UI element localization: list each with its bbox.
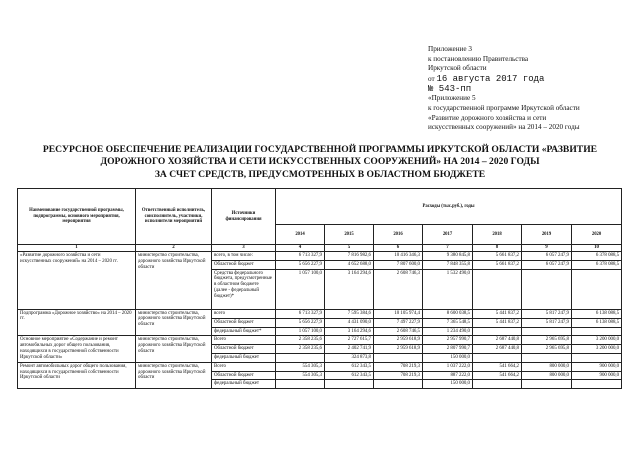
- appendix-line: к государственной программе Иркутской области: [428, 103, 580, 112]
- column-number: 10: [572, 245, 622, 252]
- row-value: 6 057 247,9: [522, 252, 572, 261]
- row-executor: министерство строительства, дорожного хозяйства Иркутской области: [136, 362, 212, 388]
- row-value: 324 873,8: [325, 353, 374, 362]
- row-source: всего: [212, 309, 276, 318]
- appendix-line: Иркутской области: [428, 64, 487, 73]
- row-value: 7 497 227,9: [374, 318, 423, 327]
- header-year: 2015: [325, 225, 374, 245]
- row-source: Областной бюджет: [212, 318, 276, 327]
- row-value: 5 656 227,9: [276, 260, 325, 269]
- appendix-line: Приложение 3: [428, 45, 472, 53]
- row-value: 887 222,0: [423, 371, 473, 380]
- row-value: 150 000,0: [423, 380, 473, 389]
- row-value: 2 687 440,8: [473, 336, 522, 345]
- row-value: 9 380 845,8: [423, 252, 473, 261]
- column-number: 3: [212, 245, 276, 252]
- header-year: 2014: [276, 225, 325, 245]
- column-number: 6: [374, 245, 423, 252]
- row-value: [572, 269, 622, 309]
- row-value: 10 105 974,4: [374, 309, 423, 318]
- header-year: 2019: [522, 225, 572, 245]
- row-value: 4 431 090,0: [325, 318, 374, 327]
- header-year: 2018: [473, 225, 522, 245]
- appendix-date: [428, 74, 580, 85]
- appendix-block: [428, 45, 580, 133]
- title-line: ДОРОЖНОГО ХОЗЯЙСТВА И СЕТИ ИСКУССТВЕННЫХ СООРУЖЕНИЙ» НА 2014 – 2020 ГОДЫ: [100, 156, 540, 168]
- document-title: [40, 144, 600, 181]
- row-value: 6 057 247,9: [522, 260, 572, 269]
- header-name: Наименование государственной программы, подпрограммы, основного мероприятия, мероприятия: [18, 189, 136, 245]
- row-value: [572, 380, 622, 389]
- header-year: 2017: [423, 225, 473, 245]
- row-value: 2 807 990,7: [423, 345, 473, 354]
- row-source: Областной бюджет: [212, 345, 276, 354]
- row-value: 708 219,3: [374, 371, 423, 380]
- row-source: Средства федерального бюджета, предусмотренные в областном бюджете (далее - федеральный бюджет)*: [212, 269, 276, 309]
- row-value: 2 959 618,9: [374, 336, 423, 345]
- header-executor: Ответственный исполнитель, соисполнитель, участники, исполнители мероприятий: [136, 189, 212, 245]
- row-value: 1 532 490,0: [423, 269, 473, 309]
- title-line: ЗА СЧЕТ СРЕДСТВ, ПРЕДУСМОТРЕННЫХ В ОБЛАСТНОМ БЮДЖЕТЕ: [154, 168, 486, 180]
- title-line: РЕСУРСНОЕ ОБЕСПЕЧЕНИЕ РЕАЛИЗАЦИИ ГОСУДАРСТВЕННОЙ ПРОГРАММЫ ИРКУТСКОЙ ОБЛАСТИ «РАЗВИТИЕ: [42, 144, 598, 155]
- row-name: Подпрограмма «Дорожное хозяйство» на 2014 – 2020 гг.: [18, 309, 136, 336]
- row-value: [572, 327, 622, 336]
- row-executor: министерство строительства, дорожного хозяйства Иркутской области: [136, 252, 212, 310]
- row-value: 708 219,3: [374, 362, 423, 371]
- column-number: 4: [276, 245, 325, 252]
- row-value: 8 600 038,5: [423, 309, 473, 318]
- header-expenses: Расходы (тыс.руб.), годы: [276, 189, 622, 225]
- row-value: [522, 269, 572, 309]
- row-value: 5 441 837,2: [473, 309, 522, 318]
- row-value: 900 000,0: [572, 371, 622, 380]
- row-value: [473, 353, 522, 362]
- resource-table: [17, 188, 622, 389]
- row-value: 7 365 548,5: [423, 318, 473, 327]
- row-value: 1 234 490,0: [423, 327, 473, 336]
- row-value: 7 595 384,6: [325, 309, 374, 318]
- row-value: 2 959 618,9: [374, 345, 423, 354]
- row-value: [374, 353, 423, 362]
- row-value: 2 727 615,7: [325, 336, 374, 345]
- row-value: 2 358 235,6: [276, 345, 325, 354]
- column-number: 9: [522, 245, 572, 252]
- row-value: 541 664,2: [473, 362, 522, 371]
- row-value: 2 608 746,5: [374, 327, 423, 336]
- row-value: 612 343,5: [325, 362, 374, 371]
- row-value: 7 807 600,0: [374, 260, 423, 269]
- row-value: 1 037 222,0: [423, 362, 473, 371]
- column-number: 2: [136, 245, 212, 252]
- row-source: Всего: [212, 336, 276, 345]
- row-value: [473, 269, 522, 309]
- row-value: 6 138 088,5: [572, 318, 622, 327]
- row-source: всего, в том числе:: [212, 252, 276, 261]
- row-name: Ремонт автомобильных дорог общего пользования, находящихся в государственной собственности Иркутской области: [18, 362, 136, 388]
- row-source: Всего: [212, 362, 276, 371]
- appendix-date-prefix: от: [428, 74, 435, 83]
- column-number: 5: [325, 245, 374, 252]
- table-row: [18, 309, 622, 318]
- row-value: 2 358 235,6: [276, 336, 325, 345]
- row-value: 6 713 327,9: [276, 252, 325, 261]
- row-value: 3 164 294,6: [325, 327, 374, 336]
- row-value: [276, 353, 325, 362]
- table-row: [18, 252, 622, 261]
- row-value: 900 000,0: [572, 362, 622, 371]
- row-value: [473, 380, 522, 389]
- row-value: 6 378 088,5: [572, 260, 622, 269]
- row-value: 7 816 982,6: [325, 252, 374, 261]
- table-row: [18, 336, 622, 345]
- column-number-row: [18, 245, 622, 252]
- row-value: 1 057 100,0: [276, 327, 325, 336]
- row-value: 541 664,2: [473, 371, 522, 380]
- row-value: 5 661 837,2: [473, 260, 522, 269]
- row-value: [374, 380, 423, 389]
- row-source: федеральный бюджет*: [212, 327, 276, 336]
- header-source: Источники финансирования: [212, 189, 276, 245]
- row-value: [522, 327, 572, 336]
- appendix-number: № 543-пп: [428, 84, 472, 95]
- header-year: 2020: [572, 225, 622, 245]
- row-value: 800 000,0: [522, 362, 572, 371]
- row-value: 6 713 327,9: [276, 309, 325, 318]
- row-value: 800 000,0: [522, 371, 572, 380]
- row-value: 3 200 000,0: [572, 336, 622, 345]
- row-value: [522, 380, 572, 389]
- row-value: 5 661 837,2: [473, 252, 522, 261]
- header-year: 2016: [374, 225, 423, 245]
- appendix-line: «Приложение 5: [428, 94, 476, 103]
- row-value: 554 305,3: [276, 371, 325, 380]
- column-number: 7: [423, 245, 473, 252]
- column-number: 1: [18, 245, 136, 252]
- appendix-line: искусственных сооружений» на 2014 – 2020 годы: [428, 123, 580, 132]
- row-value: 150 000,0: [423, 353, 473, 362]
- row-value: 5 817 247,9: [522, 318, 572, 327]
- row-value: [325, 380, 374, 389]
- column-number: 8: [473, 245, 522, 252]
- row-value: 2 965 695,8: [522, 336, 572, 345]
- row-value: 6 378 088,5: [572, 252, 622, 261]
- row-value: 2 608 746,3: [374, 269, 423, 309]
- row-value: 1 057 100,0: [276, 269, 325, 309]
- row-value: [276, 380, 325, 389]
- row-value: 5 441 837,2: [473, 318, 522, 327]
- row-value: [522, 353, 572, 362]
- row-value: 10 416 346,3: [374, 252, 423, 261]
- row-value: 6 138 088,5: [572, 309, 622, 318]
- row-value: 3 200 000,0: [572, 345, 622, 354]
- row-source: Областной бюджет: [212, 371, 276, 380]
- row-value: 7 848 355,8: [423, 260, 473, 269]
- row-value: 4 652 688,0: [325, 260, 374, 269]
- row-name: «Развитие дорожного хозяйства и сети искусственных сооружений» на 2014 – 2020 гг.: [18, 252, 136, 310]
- row-value: 612 343,5: [325, 371, 374, 380]
- table-row: [18, 362, 622, 371]
- row-value: 2 402 741,9: [325, 345, 374, 354]
- row-value: 2 965 695,8: [522, 345, 572, 354]
- row-value: 554 305,3: [276, 362, 325, 371]
- table-body: [18, 252, 622, 389]
- row-source: федеральный бюджет: [212, 380, 276, 389]
- row-value: 3 164 294,6: [325, 269, 374, 309]
- appendix-line: «Развитие дорожного хозяйства и сети: [428, 113, 547, 122]
- row-name: Основное мероприятие «Содержание и ремонт автомобильных дорог общего пользования, находящихся в государственной собственности Иркутской области»: [18, 336, 136, 362]
- row-value: 2 957 990,7: [423, 336, 473, 345]
- row-value: 5 656 227,9: [276, 318, 325, 327]
- row-value: 2 687 440,8: [473, 345, 522, 354]
- appendix-date-value: 16 августа 2017 года: [436, 73, 545, 84]
- row-value: [572, 353, 622, 362]
- row-source: федеральный бюджет: [212, 353, 276, 362]
- row-source: Областной бюджет: [212, 260, 276, 269]
- appendix-line: к постановлению Правительства: [428, 54, 529, 63]
- row-value: [473, 327, 522, 336]
- row-executor: министерство строительства, дорожного хозяйства Иркутской области: [136, 336, 212, 362]
- row-value: 5 817 247,9: [522, 309, 572, 318]
- row-executor: министерство строительства, дорожного хозяйства Иркутской области: [136, 309, 212, 336]
